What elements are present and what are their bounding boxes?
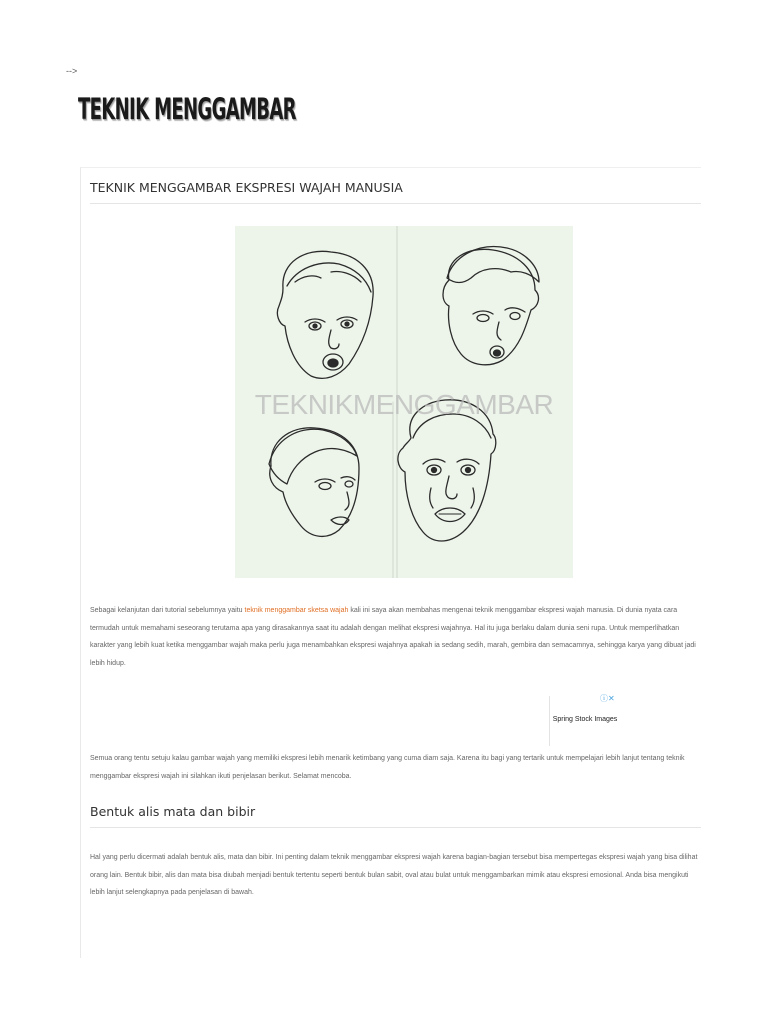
- intro-text-after-link: kali ini saya akan membahas mengenai teknik menggambar ekspresi wajah manusia. Di dunia nyata cara termudah untuk memahami seseorang terutama apa yang dirasakannya saat itu adalah dengan melihat ekspresi wajahnya. Hal itu juga berlaku dalam dunia seni rupa. Untuk memperlihatkan karakter yang lebih kuat ketika menggambar wajah maka perlu juga menambahkan ekspresi wajahnya apakah ia sedang sedih, marah, gembira dan semacamnya, sehingga karya yang dibuat jadi lebih hidup.: [90, 607, 696, 667]
- ad-slot[interactable]: [549, 696, 620, 746]
- intro-paragraph: [90, 602, 702, 672]
- figure-watermark: TEKNIKMENGGAMBAR: [254, 389, 554, 420]
- paragraph-3: Hal yang perlu dicermati adalah bentuk alis, mata dan bibir. Ini penting dalam teknik menggambar ekspresi wajah karena bagian-bagian tersebut bisa mempertegas ekspresi wajah yang bisa dilihat orang lain. Bentuk bibir, alis dan mata bisa diubah menjadi bentuk tertentu seperti bentuk bulan sabit, oval atau bulat untuk menggambarkan mimik atau ekspresi emosional. Anda bisa mengikuti lebih lanjut selengkapnya pada penjelasan di bawah.: [90, 854, 698, 896]
- sketch-tutorial-link[interactable]: teknik menggambar sketsa wajah: [244, 607, 349, 614]
- title-divider: [90, 203, 701, 204]
- post-title: TEKNIK MENGGAMBAR EKSPRESI WAJAH MANUSIA: [90, 180, 403, 195]
- intro-text-before-link: Sebagai kelanjutan dari tutorial sebelumnya yaitu: [90, 607, 245, 614]
- faces-sketch-drawing: [235, 226, 573, 578]
- post-card: [80, 167, 701, 958]
- section-divider: [90, 827, 701, 828]
- section-heading: Bentuk alis mata dan bibir: [90, 804, 256, 819]
- ad-choices-icon[interactable]: ⓘ✕: [600, 694, 615, 703]
- paragraph-2: Semua orang tentu setuju kalau gambar wajah yang memiliki ekspresi lebih menarik ketimbang yang cuma diam saja. Karena itu bagi yang tertarik untuk mempelajari lebih lanjut tentang teknik menggambar ekspresi wajah ini silahkan ikuti penjelasan berikut. Selamat mencoba.: [90, 755, 685, 780]
- ad-text[interactable]: Spring Stock Images: [552, 716, 618, 723]
- stray-html-comment-text: -->: [66, 66, 78, 76]
- site-logo[interactable]: TEKNIK MENGGAMBAR: [78, 92, 296, 126]
- post-illustration: [235, 226, 573, 578]
